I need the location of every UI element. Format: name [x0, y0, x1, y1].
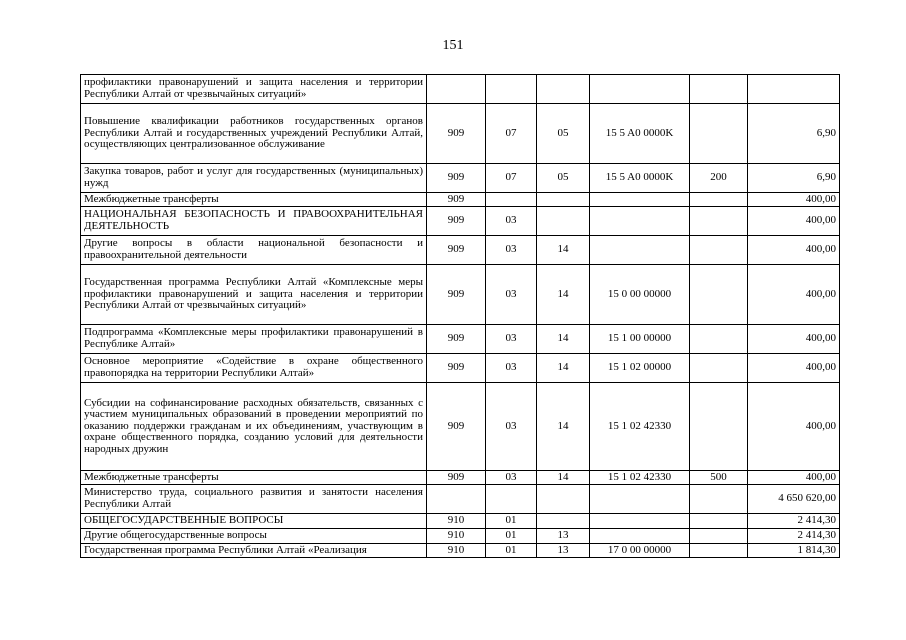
row-pr: 14	[537, 325, 590, 354]
row-csr: 15 1 02 00000	[590, 354, 690, 383]
row-name: Министерство труда, социального развития и занятости населения Республики Алтай	[81, 485, 427, 514]
row-vr	[690, 193, 748, 207]
table-row	[81, 544, 840, 558]
row-pr: 05	[537, 164, 590, 193]
row-amount: 2 414,30	[748, 529, 840, 544]
row-name: Межбюджетные трансферты	[81, 471, 427, 485]
row-vr	[690, 265, 748, 325]
row-amount: 2 414,30	[748, 514, 840, 529]
row-gr: 909	[427, 383, 486, 471]
row-gr: 909	[427, 193, 486, 207]
row-pr	[537, 193, 590, 207]
row-amount: 6,90	[748, 104, 840, 164]
row-gr: 910	[427, 544, 486, 558]
row-rz: 07	[486, 104, 537, 164]
row-pr	[537, 485, 590, 514]
table-row	[81, 471, 840, 485]
row-name: Субсидии на софинансирование расходных обязательств, связанных с участием муниципальных образований в проведении мероприятий по оказанию поддержки гражданам и их объединениям, участвующим в охране общественного порядка, созданию условий для деятельности народных дружин	[81, 383, 427, 471]
row-amount: 400,00	[748, 265, 840, 325]
row-gr: 909	[427, 164, 486, 193]
row-amount: 400,00	[748, 325, 840, 354]
row-name: Межбюджетные трансферты	[81, 193, 427, 207]
row-rz	[486, 193, 537, 207]
row-pr: 13	[537, 529, 590, 544]
table-row	[81, 236, 840, 265]
table-row	[81, 383, 840, 471]
row-name: Другие вопросы в области национальной безопасности и правоохранительной деятельности	[81, 236, 427, 265]
row-gr	[427, 485, 486, 514]
row-pr	[537, 207, 590, 236]
row-name: НАЦИОНАЛЬНАЯ БЕЗОПАСНОСТЬ И ПРАВООХРАНИТЕЛЬНАЯ ДЕЯТЕЛЬНОСТЬ	[81, 207, 427, 236]
row-gr: 909	[427, 265, 486, 325]
row-amount: 400,00	[748, 383, 840, 471]
row-pr: 14	[537, 265, 590, 325]
table-row	[81, 75, 840, 104]
row-vr	[690, 236, 748, 265]
row-gr: 910	[427, 514, 486, 529]
row-rz: 07	[486, 164, 537, 193]
table-row	[81, 207, 840, 236]
row-pr: 14	[537, 236, 590, 265]
row-rz: 03	[486, 207, 537, 236]
table-row	[81, 193, 840, 207]
row-amount: 400,00	[748, 471, 840, 485]
row-name: ОБЩЕГОСУДАРСТВЕННЫЕ ВОПРОСЫ	[81, 514, 427, 529]
row-name: Подпрограмма «Комплексные меры профилактики правонарушений в Республике Алтай»	[81, 325, 427, 354]
row-vr	[690, 75, 748, 104]
row-gr: 909	[427, 104, 486, 164]
row-vr: 200	[690, 164, 748, 193]
row-gr: 909	[427, 471, 486, 485]
row-csr	[590, 485, 690, 514]
row-csr	[590, 193, 690, 207]
table-row	[81, 104, 840, 164]
row-rz: 01	[486, 529, 537, 544]
row-vr	[690, 325, 748, 354]
row-pr: 14	[537, 471, 590, 485]
row-csr: 15 5 A0 0000K	[590, 104, 690, 164]
row-name: Повышение квалификации работников государственных органов Республики Алтай и государственных учреждений Республики Алтай, осуществляющих централизованное обслуживание	[81, 104, 427, 164]
row-gr: 910	[427, 529, 486, 544]
row-rz: 03	[486, 383, 537, 471]
row-gr	[427, 75, 486, 104]
row-pr: 13	[537, 544, 590, 558]
row-pr: 14	[537, 354, 590, 383]
row-name: Государственная программа Республики Алтай «Комплексные меры профилактики правонарушений и защита населения и территории Республики Алтай от чрезвычайных ситуаций»	[81, 265, 427, 325]
row-pr	[537, 514, 590, 529]
row-csr: 15 1 00 00000	[590, 325, 690, 354]
row-pr: 05	[537, 104, 590, 164]
row-rz: 03	[486, 471, 537, 485]
row-amount: 6,90	[748, 164, 840, 193]
table-row	[81, 164, 840, 193]
row-vr	[690, 207, 748, 236]
row-amount: 1 814,30	[748, 544, 840, 558]
row-csr	[590, 236, 690, 265]
row-gr: 909	[427, 325, 486, 354]
row-name: Государственная программа Республики Алтай «Реализация	[81, 544, 427, 558]
row-amount: 400,00	[748, 236, 840, 265]
table-row	[81, 529, 840, 544]
row-amount	[748, 75, 840, 104]
row-gr: 909	[427, 354, 486, 383]
row-rz	[486, 485, 537, 514]
row-vr	[690, 354, 748, 383]
row-pr	[537, 75, 590, 104]
row-name: Закупка товаров, работ и услуг для государственных (муниципальных) нужд	[81, 164, 427, 193]
row-csr	[590, 207, 690, 236]
row-csr	[590, 514, 690, 529]
row-gr: 909	[427, 236, 486, 265]
row-gr: 909	[427, 207, 486, 236]
row-rz	[486, 75, 537, 104]
row-csr: 15 0 00 00000	[590, 265, 690, 325]
row-csr: 15 1 02 42330	[590, 383, 690, 471]
row-csr: 15 1 02 42330	[590, 471, 690, 485]
row-name: Другие общегосударственные вопросы	[81, 529, 427, 544]
table-row	[81, 354, 840, 383]
budget-table	[80, 74, 840, 558]
table-row	[81, 325, 840, 354]
row-name: Основное мероприятие «Содействие в охране общественного правопорядка на территории Республики Алтай»	[81, 354, 427, 383]
row-csr	[590, 529, 690, 544]
row-rz: 01	[486, 514, 537, 529]
row-amount: 400,00	[748, 207, 840, 236]
page-number: 151	[442, 38, 464, 53]
row-vr	[690, 544, 748, 558]
row-rz: 03	[486, 265, 537, 325]
table-row	[81, 485, 840, 514]
row-vr: 500	[690, 471, 748, 485]
row-vr	[690, 383, 748, 471]
row-rz: 03	[486, 354, 537, 383]
row-pr: 14	[537, 383, 590, 471]
row-vr	[690, 514, 748, 529]
row-vr	[690, 104, 748, 164]
row-name: профилактики правонарушений и защита населения и территории Республики Алтай от чрезвычайных ситуаций»	[81, 75, 427, 104]
row-csr: 15 5 A0 0000K	[590, 164, 690, 193]
row-rz: 01	[486, 544, 537, 558]
row-vr	[690, 485, 748, 514]
row-rz: 03	[486, 236, 537, 265]
row-vr	[690, 529, 748, 544]
row-amount: 400,00	[748, 354, 840, 383]
table-row	[81, 514, 840, 529]
row-csr: 17 0 00 00000	[590, 544, 690, 558]
row-amount: 400,00	[748, 193, 840, 207]
row-amount: 4 650 620,00	[748, 485, 840, 514]
table-row	[81, 265, 840, 325]
row-csr	[590, 75, 690, 104]
row-rz: 03	[486, 325, 537, 354]
